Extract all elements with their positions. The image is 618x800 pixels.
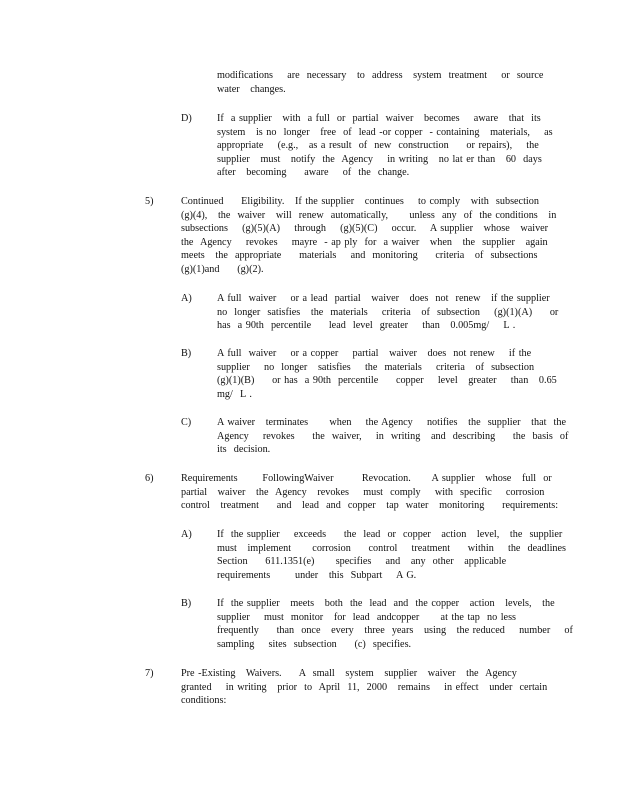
text-line: partial waiver the Agency revokes must comply with specific corrosion [181, 486, 545, 498]
section-label-7: 7) [145, 668, 154, 679]
text-line: Section 611.1351(e) specifies and any other applicable [217, 556, 507, 568]
item-6a-paragraph [217, 528, 566, 582]
item-5c-paragraph [217, 416, 569, 457]
item-label-d: D) [181, 113, 192, 124]
text-line: If the supplier meets both the lead and the copper action levels, the [217, 598, 555, 609]
text-line: (g)(1)and (g)(2). [181, 263, 264, 275]
text-line: Pre -Existing Waivers. A small system supplier waiver the Agency [181, 668, 517, 679]
text-line: granted in writing prior to April 11, 2000 remains in effect under certain [181, 681, 548, 693]
text-line: A waiver terminates when the Agency notifies the supplier that the [217, 417, 566, 428]
text-line: conditions: [181, 695, 227, 707]
text-line: water changes. [217, 83, 286, 95]
text-line: Agency revokes the waiver, in writing and describing the basis of [217, 430, 569, 442]
item-label-6b: B) [181, 598, 192, 609]
item-5b-paragraph [217, 347, 557, 401]
text-line: mg/ L . [217, 388, 252, 400]
text-line: A full waiver or a copper partial waiver does not renew if the [217, 348, 532, 359]
text-line: control treatment and lead and copper tap water monitoring requirements: [181, 500, 559, 512]
text-line: meets the appropriate materials and monitoring criteria of subsections [181, 250, 538, 262]
text-line: (g)(4), the waiver will renew automatically, unless any of the conditions in [181, 209, 557, 221]
text-line: subsections (g)(5)(A) through (g)(5)(C) occur. A supplier whose waiver [181, 223, 549, 235]
text-line: modifications are necessary to address system treatment or source [217, 70, 544, 81]
item-d-paragraph [217, 112, 553, 180]
item-label-5c: C) [181, 417, 192, 428]
item-6b-paragraph [217, 597, 573, 651]
text-line: the Agency revokes mayre - ap ply for a waiver when the supplier again [181, 236, 548, 248]
text-line: (g)(1)(B) or has a 90th percentile copper level greater than 0.65 [217, 375, 557, 387]
continuation-paragraph [217, 69, 544, 96]
text-line: has a 90th percentile lead level greater than 0.005mg/ L . [217, 320, 516, 332]
text-line: sampling sites subsection (c) specifies. [217, 638, 412, 650]
text-line: supplier no longer satisfies the materials criteria of subsection [217, 361, 535, 373]
text-line: If a supplier with a full or partial waiver becomes aware that its [217, 113, 541, 124]
item-label-5a: A) [181, 293, 192, 304]
text-line: system is no longer free of lead -or copper - containing materials, as [217, 126, 553, 138]
text-line: A full waiver or a lead partial waiver does not renew if the supplier [217, 293, 550, 304]
text-line: Continued Eligibility. If the supplier continues to comply with subsection [181, 196, 539, 207]
text-line: Requirements FollowingWaiver Revocation. A supplier whose full or [181, 473, 552, 484]
section-6-paragraph [181, 472, 559, 513]
item-label-5b: B) [181, 348, 192, 359]
text-line: appropriate (e.g., as a result of new construction or repairs), the [217, 140, 539, 152]
item-5a-paragraph [217, 292, 559, 333]
text-line: its decision. [217, 444, 271, 456]
text-line: supplier must notify the Agency in writing no lat er than 60 days [217, 153, 542, 165]
text-line: supplier must monitor for lead andcopper at the tap no less [217, 611, 517, 623]
text-line: If the supplier exceeds the lead or copper action level, the supplier [217, 529, 563, 540]
text-line: after becoming aware of the change. [217, 167, 410, 179]
text-line: no longer satisfies the materials criteria of subsection (g)(1)(A) or [217, 306, 559, 318]
text-line: requirements under this Subpart A G. [217, 569, 417, 581]
text-line: must implement corrosion control treatment within the deadlines [217, 542, 566, 554]
item-label-6a: A) [181, 529, 192, 540]
section-7-paragraph [181, 667, 548, 708]
section-label-5: 5) [145, 196, 154, 207]
text-line: frequently than once every three years using the reduced number of [217, 625, 573, 637]
section-5-paragraph [181, 195, 557, 277]
section-label-6: 6) [145, 473, 154, 484]
